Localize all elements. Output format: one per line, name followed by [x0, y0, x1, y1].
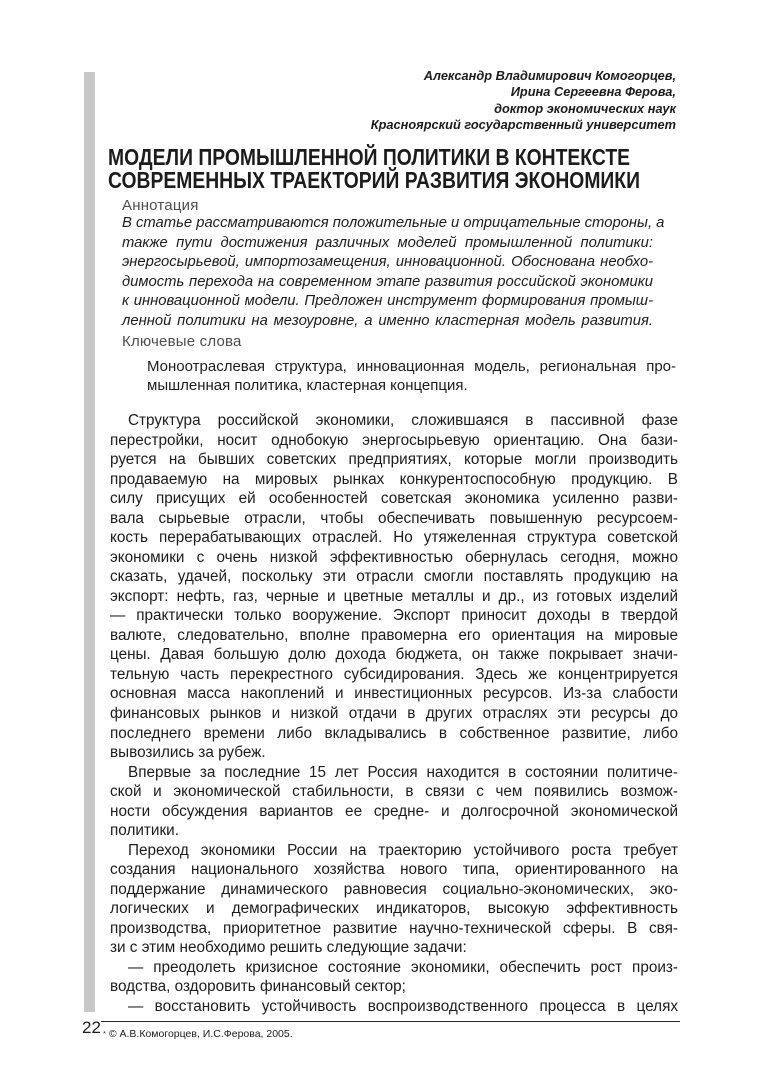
body-line: основная масса накоплений и инвестиционных ресурсов. Из-за слабости	[110, 685, 678, 703]
article-body	[110, 411, 678, 1016]
body-line: последнего времени либо вкладывались в собственное развитие, либо	[110, 724, 678, 742]
page-number: 22	[82, 1018, 101, 1037]
side-accent-bar	[84, 72, 95, 1012]
footnote-marker: *	[103, 1029, 106, 1038]
body-line: логических и демографических индикаторов, высокую эффективность	[110, 900, 678, 918]
body-line: — практически только вооружение. Экспорт приносит доходы в твердой	[110, 607, 678, 625]
body-line: цены. Давая большую долю дохода бюджета, он также покрывает значи-	[110, 646, 678, 664]
body-paragraph	[110, 411, 678, 763]
body-paragraph	[110, 841, 678, 958]
body-line: водства, оздоровить финансовый сектор;	[110, 978, 406, 996]
abstract-line: также пути достижения различных моделей промышленной политики:	[122, 234, 653, 251]
body-line: продаваемую на мировых рынках конкурентоспособную продукцию. В	[110, 470, 678, 488]
body-line: создания национального хозяйства нового типа, ориентированного на	[110, 861, 678, 879]
author-block	[371, 68, 676, 133]
body-paragraph	[110, 997, 678, 1017]
body-line: — преодолеть кризисное состояние экономики, обеспечить рост произ-	[128, 958, 678, 976]
keywords-line: Моноотраслевая структура, инновационная модель, региональная про-	[147, 357, 676, 375]
body-line: сказать, удачей, поскольку эти отрасли смогли поставлять продукцию на	[110, 568, 678, 586]
body-line: силу присущих ей особенностей советская экономика усиленно разви-	[110, 490, 678, 508]
body-line: перестройки, носит однобокую энергосырьевую ориентацию. Она бази-	[110, 431, 678, 449]
footnote-text: © А.В.Комогорцев, И.С.Ферова, 2005.	[108, 1028, 293, 1040]
body-line: кость перерабатывающих отраслей. Но утяжеленная структура советской	[110, 529, 678, 547]
body-line: поддержание динамического равновесия социально-экономических, эко-	[110, 880, 678, 898]
body-line: Впервые за последние 15 лет Россия находится в состоянии политиче-	[128, 763, 678, 781]
author-name: Александр Владимирович Комогорцев,	[423, 68, 676, 83]
keywords-text	[147, 357, 676, 396]
abstract-line: димость перехода на современном этапе развития российской экономики	[122, 273, 653, 290]
abstract-text	[122, 214, 665, 332]
abstract-heading: Аннотация	[122, 197, 199, 214]
body-line: экспорт: нефть, газ, черные и цветные металлы и др., из готовых изделий	[110, 587, 678, 605]
abstract-line: энергосырьевой, импортозамещения, инновационной. Обоснована необхо-	[122, 254, 653, 271]
body-line: вывозились за рубеж.	[110, 744, 266, 762]
author-degree: доктор экономических наук	[494, 100, 676, 116]
keywords-line: мышленная политика, кластерная концепция.	[147, 377, 468, 394]
article-title-line: СОВРЕМЕННЫХ ТРАЕКТОРИЙ РАЗВИТИЯ ЭКОНОМИКИ	[108, 167, 640, 193]
body-line: вала сырьевые отрасли, чтобы обеспечивать повышенную ресурсоем-	[110, 509, 678, 527]
body-line: ности обсуждения вариантов ее средне- и долгосрочной экономической	[110, 802, 678, 820]
abstract-line: к инновационной модели. Предложен инструмент формирования промыш-	[122, 293, 653, 310]
abstract-line: ленной политики на мезоуровне, а именно кластерная модель развития.	[122, 312, 653, 329]
body-line: — восстановить устойчивость воспроизводственного процесса в целях	[128, 997, 678, 1015]
body-line: ской и экономической стабильности, в связи с чем появились возмож-	[110, 783, 678, 801]
body-line: финансовых рынков и низкой отдачи в других отраслях эти ресурсы до	[110, 704, 678, 722]
body-line: экономики с очень низкой эффективностью обернулась сегодня, можно	[110, 548, 678, 566]
author-name: Ирина Сергеевна Ферова,	[510, 84, 676, 100]
body-line: Структура российской экономики, сложившаяся в пассивной фазе	[128, 412, 678, 429]
footnote-divider	[101, 1021, 680, 1022]
body-line: тельную часть перекрестного субсидирования. Здесь же концентрируется	[110, 665, 678, 683]
copyright-footnote	[103, 1028, 293, 1041]
body-line: Переход экономики России на траекторию устойчивого роста требует	[128, 841, 678, 859]
body-line: руется на бывших советских предприятиях, которые могли производить	[110, 451, 678, 469]
article-title-line: МОДЕЛИ ПРОМЫШЛЕННОЙ ПОЛИТИКИ В КОНТЕКСТЕ	[108, 144, 631, 170]
body-line: политики.	[110, 822, 179, 840]
body-line: зи с этим необходимо решить следующие задачи:	[110, 939, 467, 957]
body-line: валюте, следовательно, вполне правомерна его ориентация на мировые	[110, 626, 678, 644]
article-title	[108, 146, 741, 192]
body-paragraph	[110, 958, 678, 997]
abstract-line: В статье рассматриваются положительные и отрицательные стороны, а	[122, 215, 665, 231]
author-affiliation: Красноярский государственный университет	[370, 116, 676, 132]
body-line: производства, приоритетное развитие научно-технической сферы. В свя-	[110, 919, 678, 937]
keywords-heading: Ключевые слова	[122, 333, 242, 350]
body-paragraph	[110, 763, 678, 841]
